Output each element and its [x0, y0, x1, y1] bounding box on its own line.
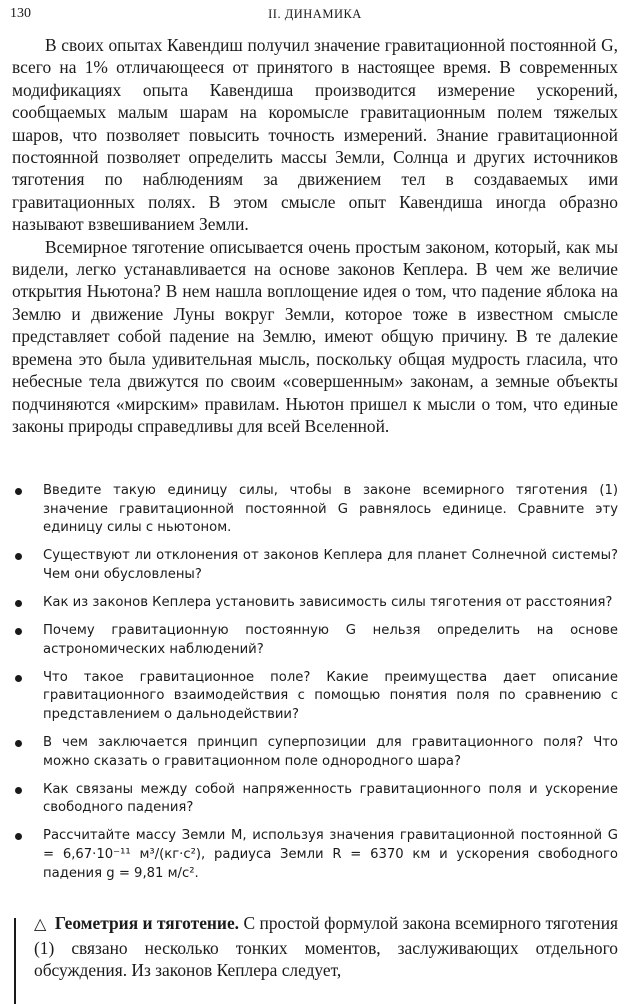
question-item [12, 734, 618, 771]
section-heading: Геометрия и тяготение. [54, 913, 240, 933]
question-item [12, 669, 618, 725]
paragraph-cavendish: В своих опытах Кавендиш получил значение гравитационной постоянной G, всего на 1% отличающееся от принятого в настоящее время. В современных модификациях опыта Кавендиша производится измерение ускорений, сообщаемых малым шарам на коромысле гравитационным полем тяжелых шаров, что позволяет повысить точность измерений. Знание гравитационной постоянной позволяет определить массы Земли, Солнца и других источников тяготения по наблюдениям за движением тел в создаваемых ими гравитационных полях. В этом смысле опыт Кавендиша иногда образно называют взвешиванием Земли. [12, 35, 618, 235]
question-item [12, 547, 618, 584]
question-text: Как связаны между собой напряженность гравитационного поля и ускорение свободного падения? [43, 781, 618, 816]
question-text: Существуют ли отклонения от законов Кеплера для планет Солнечной системы? Чем они обусловлены? [43, 548, 618, 582]
page-number: 130 [10, 6, 31, 21]
question-item [12, 482, 618, 538]
bullet-icon [15, 675, 22, 682]
question-text: Введите такую единицу силы, чтобы в законе всемирного тяготения (1) значение гравитационной постоянной G равнялось единице. Сравните эту единицу силы с ньютоном. [43, 483, 618, 536]
question-text: Почему гравитационную постоянную G нельзя определить на основе астрономических наблюдений? [43, 623, 618, 657]
paragraph-universal-gravitation: Всемирное тяготение описывается очень простым законом, который, как мы видели, легко устанавливается на основе законов Кеплера. В чем же величие открытия Ньютона? В нем нашла воплощение идея о том, что падение яблока на Землю и движение Луны вокруг Земли, которое тоже в известном смысле представляет собой падение на Землю, имеют общую причину. В те далекие времена это была удивительная мысль, поскольку общая мудрость гласила, что небесные тела движутся по своим «совершенным» законам, а земные объекты подчиняются «мирским» правилам. Ньютон пришел к мысли о том, что единые законы природы справедливы для всей Вселенной. [12, 236, 618, 436]
bullet-icon [15, 600, 22, 607]
question-item [12, 781, 618, 818]
question-text: Рассчитайте массу Земли M, используя значения гравитационной постоянной G = 6,67·10⁻¹¹ м³/(кг·с²), радиуса Земли R = 6370 км и ускорения свободного падения g = 9,81 м/с². [43, 828, 618, 881]
triangle-marker-icon: △ [34, 916, 47, 933]
question-item [12, 594, 618, 613]
section-geometry-gravitation [12, 912, 618, 982]
bullet-icon [15, 740, 22, 747]
section-margin-bar [14, 918, 16, 1004]
question-text: В чем заключается принцип суперпозиции для гравитационного поля? Что можно сказать о гравитационном поле однородного шара? [43, 735, 618, 769]
bullet-icon [15, 833, 22, 840]
question-item [12, 622, 618, 659]
bullet-icon [15, 488, 22, 495]
question-item [12, 827, 618, 883]
bullet-icon [15, 553, 22, 560]
main-text [12, 34, 618, 437]
question-text: Что такое гравитационное поле? Какие преимущества дает описание гравитационного взаимодействия с помощью понятия поля по сравнению с представлением о дальнодействии? [43, 669, 618, 722]
bullet-icon [15, 628, 22, 635]
question-text: Как из законов Кеплера установить зависимость силы тяготения от расстояния? [43, 594, 613, 610]
running-header [10, 4, 620, 24]
section-text: С простой формулой закона всемирного тяготения (1) связано несколько тонких моментов, заслуживающих отдельного обсуждения. Из законов Кеплера следует, [34, 913, 619, 981]
bullet-icon [15, 787, 22, 794]
review-questions [12, 482, 618, 893]
chapter-title: II. ДИНАМИКА [268, 7, 362, 21]
